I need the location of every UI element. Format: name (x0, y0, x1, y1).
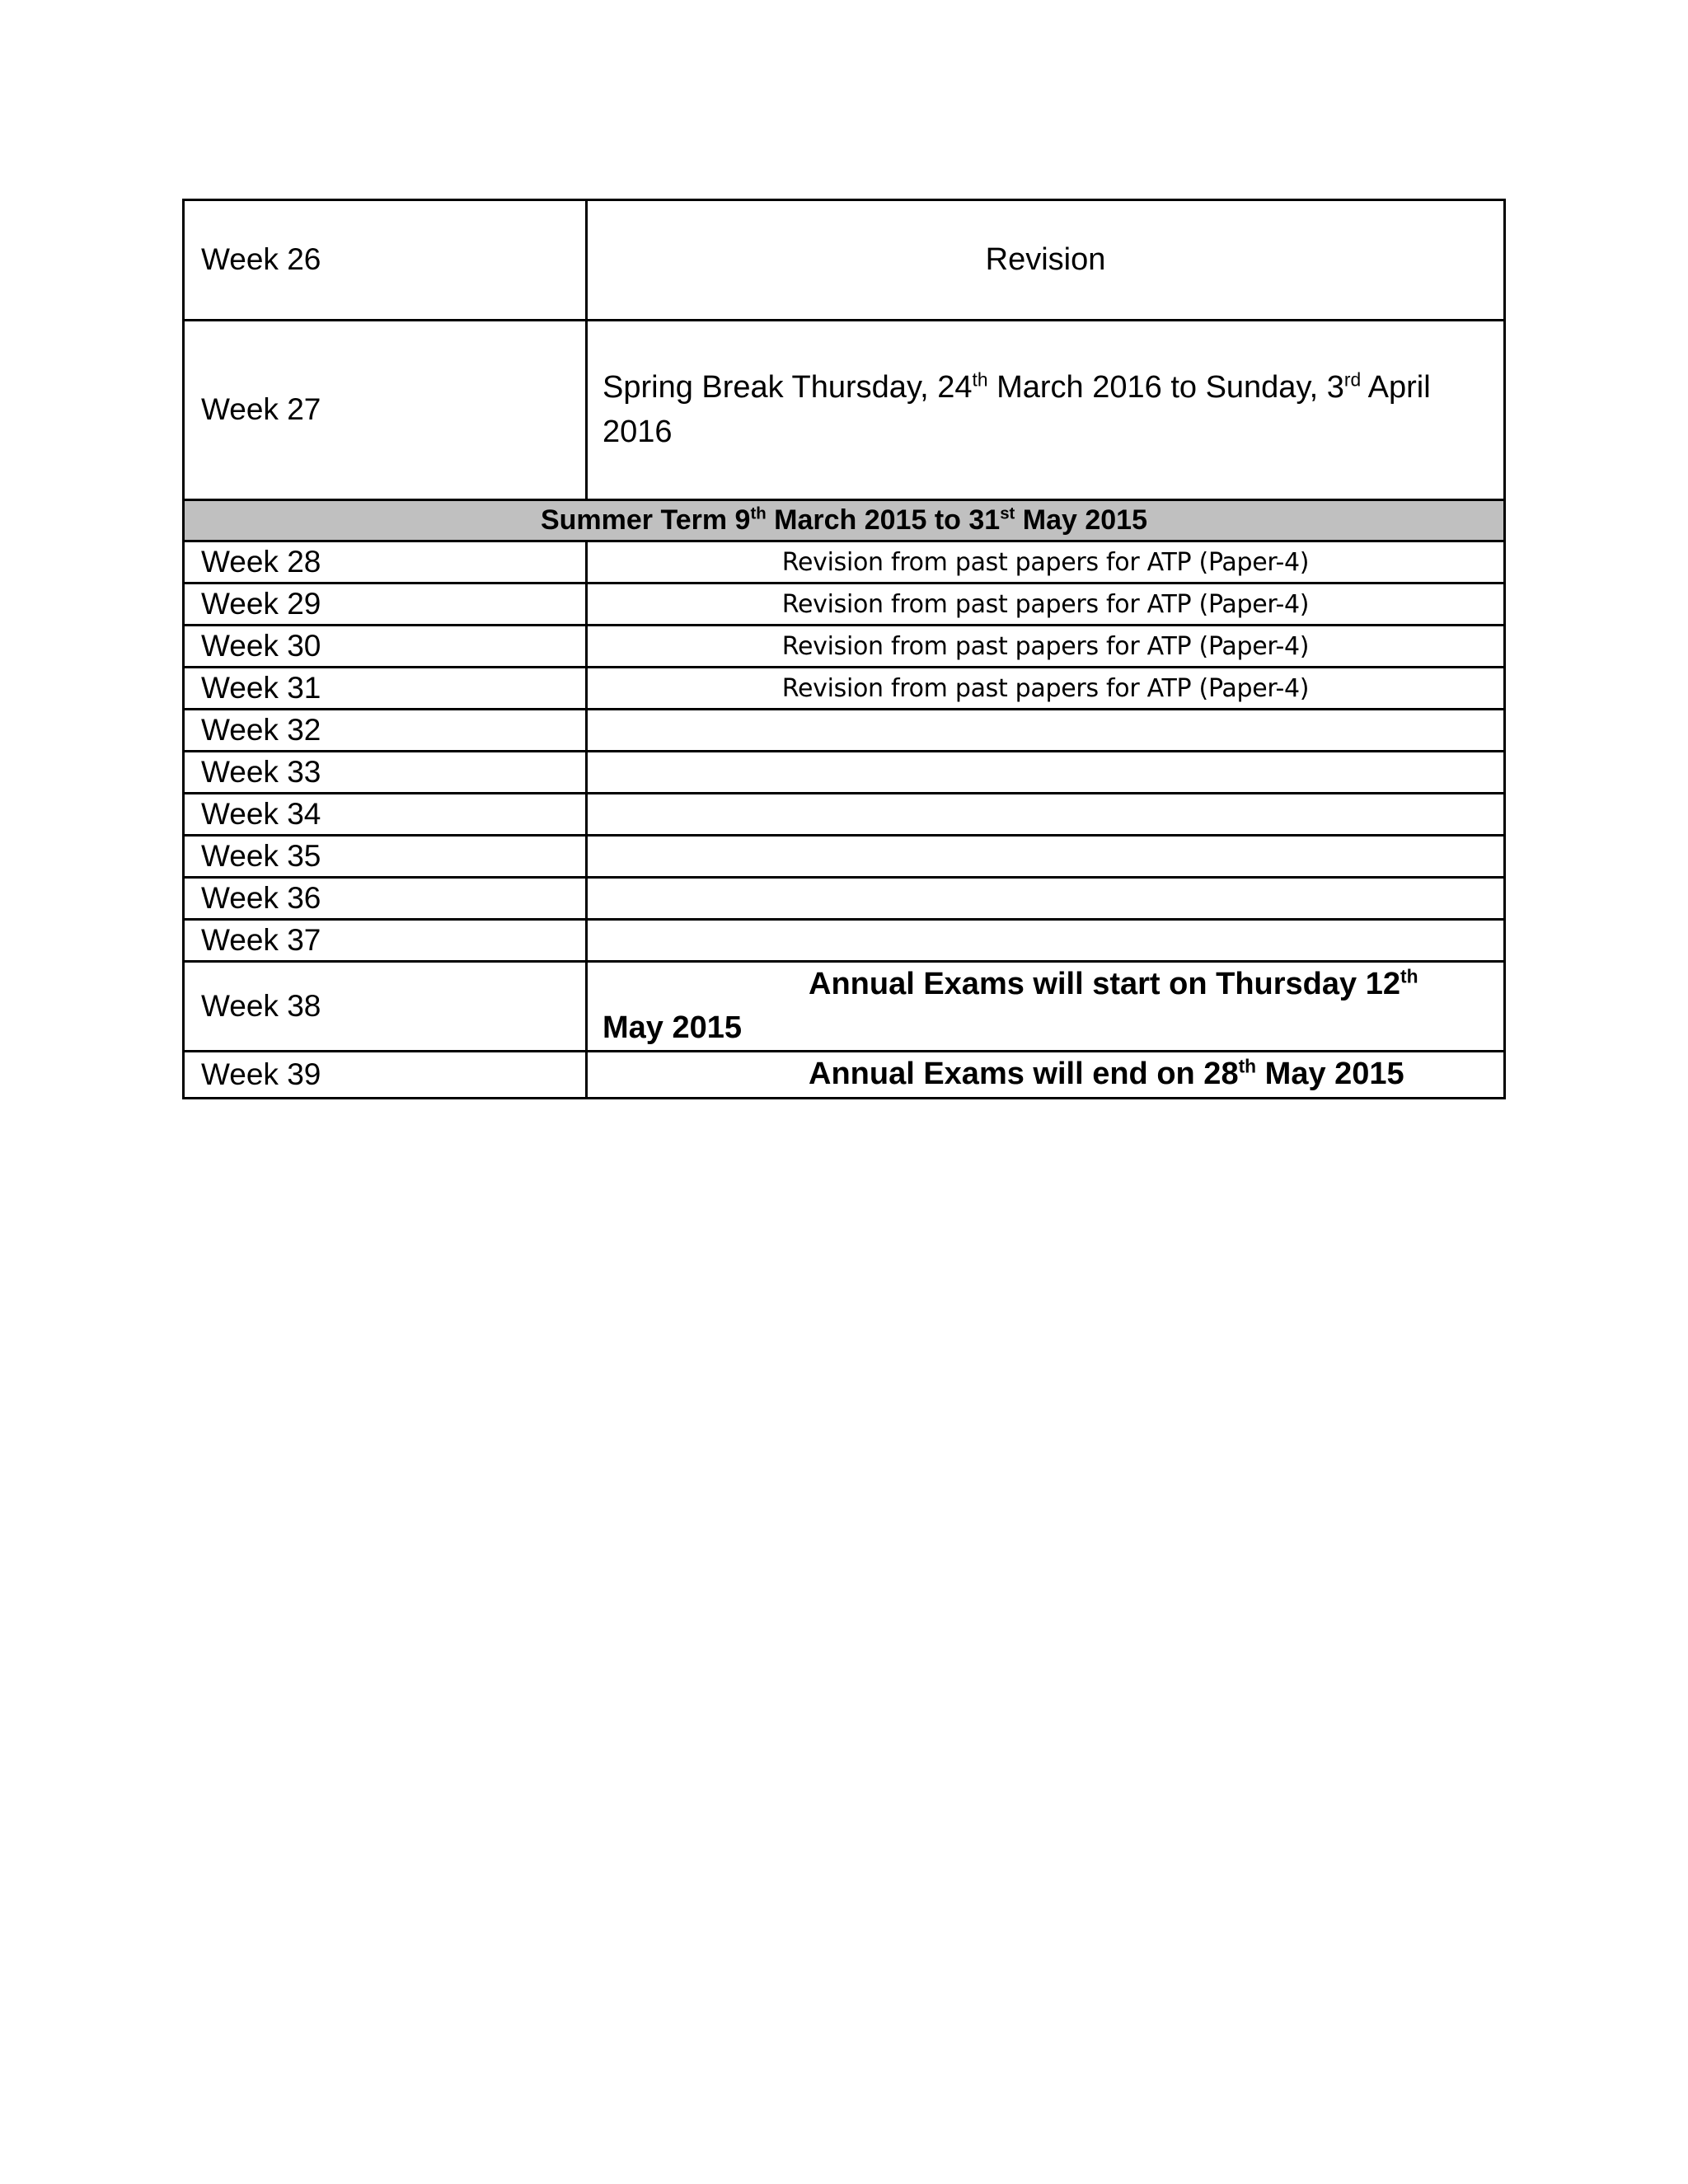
table-row (184, 1052, 1505, 1098)
ordinal-suffix: th (972, 368, 988, 391)
spring-break-text: March 2016 to Sunday, 3 (987, 370, 1344, 405)
table-row (184, 541, 1505, 583)
week-detail: Revision (587, 200, 1505, 321)
table-row (184, 583, 1505, 626)
term-header-row (184, 500, 1505, 541)
week-label: Week 32 (184, 710, 587, 752)
table-row (184, 920, 1505, 962)
week-label: Week 26 (184, 200, 587, 321)
annual-exams-text: Annual Exams will end on 28 (809, 1057, 1239, 1092)
table-row (184, 668, 1505, 710)
table-row (184, 794, 1505, 836)
week-detail: Revision from past papers for ATP (Paper-4) (587, 583, 1505, 626)
table-row (184, 836, 1505, 878)
table-row (184, 200, 1505, 321)
week-label: Week 38 (184, 962, 587, 1052)
term-header-text: May 2015 (1015, 504, 1147, 536)
week-detail (587, 794, 1505, 836)
ordinal-suffix: th (1400, 965, 1418, 987)
table-row (184, 710, 1505, 752)
annual-exams-start (587, 962, 1505, 1052)
schedule-table (182, 199, 1506, 1099)
spring-break-text: Spring Break Thursday, 24 (603, 370, 973, 405)
week-label: Week 35 (184, 836, 587, 878)
spring-break-text: April 2016 (603, 370, 1431, 449)
week-label: Week 30 (184, 626, 587, 668)
week-label: Week 31 (184, 668, 587, 710)
week-label: Week 33 (184, 752, 587, 794)
week-label: Week 39 (184, 1052, 587, 1098)
table-row (184, 962, 1505, 1052)
term-header-text: Summer Term 9 (540, 504, 751, 536)
annual-exams-text: May 2015 (1256, 1057, 1404, 1092)
week-label: Week 34 (184, 794, 587, 836)
week-detail (587, 836, 1505, 878)
week-detail: Revision from past papers for ATP (Paper-4) (587, 668, 1505, 710)
week-detail: Revision from past papers for ATP (Paper-4) (587, 541, 1505, 583)
annual-exams-text: May 2015 (603, 1010, 743, 1046)
table-row (184, 321, 1505, 500)
table-row (184, 878, 1505, 920)
ordinal-suffix: th (750, 504, 767, 523)
week-label: Week 37 (184, 920, 587, 962)
week-detail (587, 752, 1505, 794)
table-row (184, 626, 1505, 668)
week-label: Week 29 (184, 583, 587, 626)
term-header-text: March 2015 to 31 (766, 504, 1001, 536)
spring-break-detail (587, 321, 1505, 500)
table-row (184, 752, 1505, 794)
annual-exams-end (587, 1052, 1505, 1098)
week-label: Week 36 (184, 878, 587, 920)
ordinal-suffix: rd (1343, 368, 1362, 391)
ordinal-suffix: st (1000, 504, 1015, 523)
week-detail (587, 710, 1505, 752)
week-label: Week 27 (184, 321, 587, 500)
week-detail (587, 920, 1505, 962)
annual-exams-text: Annual Exams will start on Thursday 12 (809, 967, 1400, 1001)
week-label: Week 28 (184, 541, 587, 583)
week-detail: Revision from past papers for ATP (Paper-4) (587, 626, 1505, 668)
week-detail (587, 878, 1505, 920)
ordinal-suffix: th (1238, 1055, 1257, 1077)
term-header (184, 500, 1505, 541)
